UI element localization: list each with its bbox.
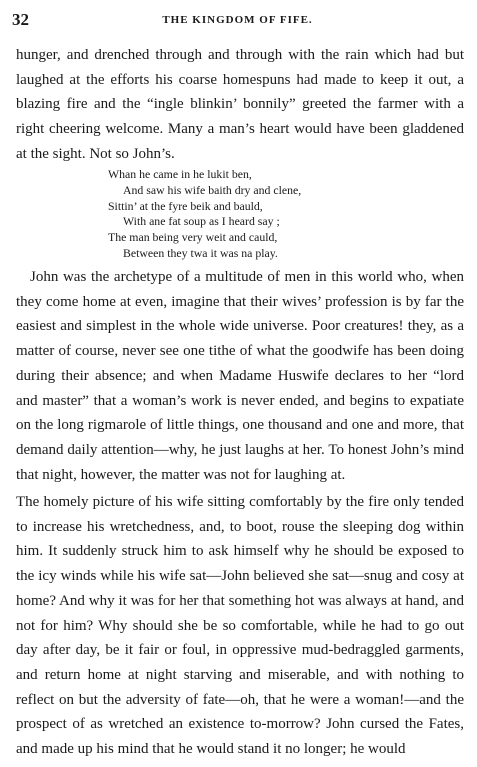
verse-line: Between they twa it was na play. (123, 245, 278, 260)
running-title: THE KINGDOM OF FIFE. (162, 14, 313, 26)
verse-line: Whan he came in he lukit ben, (108, 167, 252, 181)
verse-line: And saw his wife baith dry and clene, (123, 182, 302, 197)
paragraph-john-archetype: John was the archetype of a multitude of men in this world who, when they come home at even, imagine that their wives’ profession is by far the easiest and simplest in the whole wide universe. Poor creatures! they, as a matter of course, never see one tithe of what the goodwife has been doing during their absence; and when Madame Huswife declares to her “lord and master” that a woman’s work is never ended, and begins to expatiate on the long rigmarole of little things, one thousand and one and more, that demand daily attention—why, he just laughs at her. To honest John’s mind that night, however, the matter was not for laughing at. (16, 269, 464, 483)
paragraph-continuation: hunger, and drenched through and through with the rain which had but laughed at the efforts his coarse homespuns had made to keep it out, a blazing fire and the “ingle blinkin’ bonnily” greeted the farmer with a right cheering welcome. Many a man’s heart would have been gladdened at the sight. Not so John’s. (16, 47, 464, 162)
paragraph-homely-picture: The homely picture of his wife sitting comfortably by the fire only tended to increase his wretchedness, and, to boot, rouse the sleeping dog within him. It suddenly struck him to ask himself why he should be exposed to the icy winds while his wife sat—John believed she sat—snug and cosy at home? And why it was for her that something hot was always at hand, and not for him? Why should she be so comfortable, while he had to go out day after day, be it fair or foul, in oppressive mud-bedraggled garments, and return home at night starving and miserable, and with nothing to reflect on but the adversity of fate—oh, that he were a woman!—and the prospect of as wretched an existence to-morrow? John cursed the Fates, and made up his mind that he would stand it no longer; he would (16, 494, 464, 758)
verse-line: The man being very weit and cauld, (108, 230, 278, 245)
page-number: 32 (12, 10, 29, 29)
verse-quote (108, 167, 428, 262)
verse-line: With ane fat soup as I heard say ; (123, 214, 280, 229)
verse-line: Sittin’ at the fyre beik and bauld, (108, 198, 263, 213)
running-head (12, 10, 463, 32)
